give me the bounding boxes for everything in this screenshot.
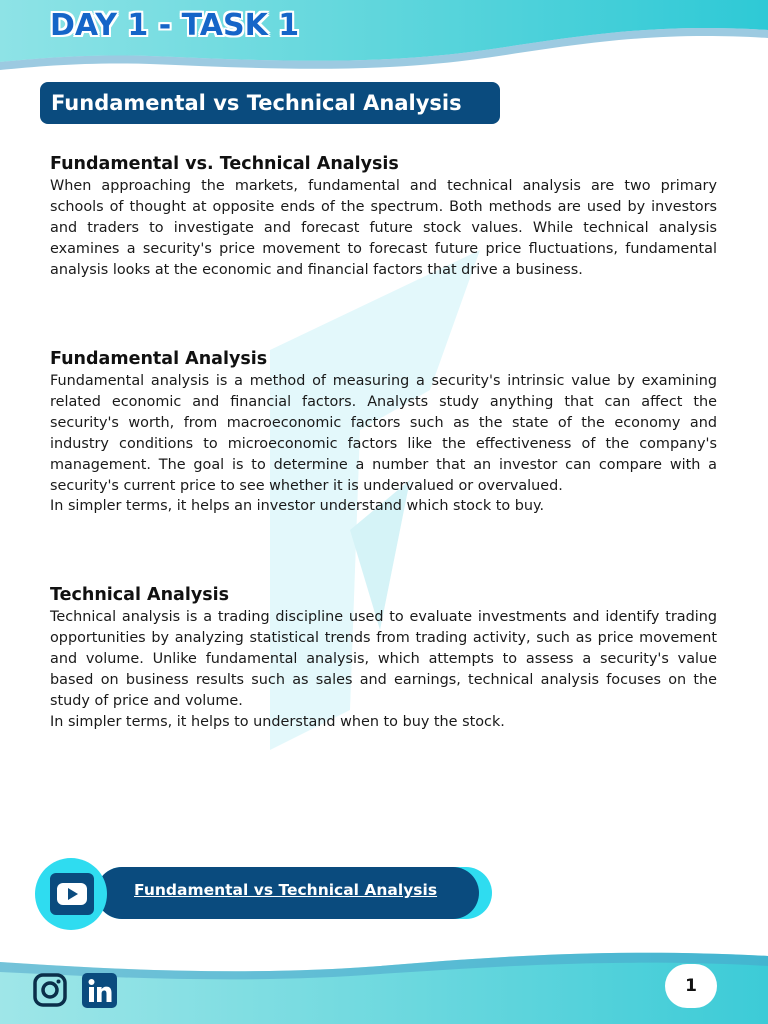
linkedin-icon[interactable] xyxy=(82,973,117,1008)
video-link[interactable]: Fundamental vs Technical Analysis xyxy=(134,881,438,899)
section-technical xyxy=(50,583,717,732)
section-heading: Technical Analysis xyxy=(50,585,230,605)
section-heading: Fundamental Analysis xyxy=(50,349,268,369)
page-title-banner: Fundamental vs Technical Analysis xyxy=(40,82,500,124)
day-task-title: DAY 1 - TASK 1 xyxy=(50,8,300,43)
section-paragraph: Technical analysis is a trading discipline used to evaluate investments and identify trading opportunities by analyzing statistical trends from trading activity, such as price movement and volume. Unlike fundamental analysis, which attempts to assess a security's value based on business results such as sales and earnings, technical analysis focuses on the study of price and volume. xyxy=(50,609,717,709)
section-heading: Fundamental vs. Technical Analysis xyxy=(50,154,399,174)
section-summary: In simpler terms, it helps to understand when to buy the stock. xyxy=(50,713,505,730)
section-summary: In simpler terms, it helps an investor understand which stock to buy. xyxy=(50,498,545,515)
instagram-icon[interactable] xyxy=(33,973,67,1007)
section-paragraph: Fundamental analysis is a method of measuring a security's intrinsic value by examining related economic and financial factors. Analysts study anything that can affect the security's worth, from macroeconomic factors such as the state of the economy and industry conditions to microeconomic factors like the effectiveness of the company's management. The goal is to determine a number that an investor can compare with a security's current price to see whether it is undervalued or overvalued. xyxy=(50,373,717,494)
section-fundamental xyxy=(50,347,717,517)
youtube-icon[interactable] xyxy=(50,873,94,915)
page-number: 1 xyxy=(665,964,717,1008)
section-paragraph: When approaching the markets, fundamental and technical analysis are two primary schools of thought at opposite ends of the spectrum. Both methods are used by investors and traders to investigate and forecast future stock values. While technical analysis examines a security's price movement to forecast future price fluctuations, fundamental analysis looks at the economic and financial factors that drive a business. xyxy=(50,178,717,278)
section-overview xyxy=(50,152,717,281)
